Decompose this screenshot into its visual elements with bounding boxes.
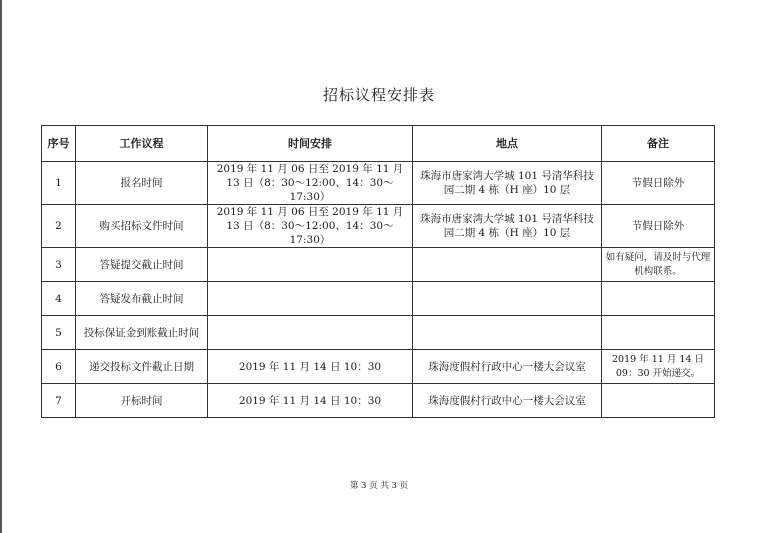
- cell-remark: [602, 316, 715, 350]
- cell-no: 5: [42, 316, 76, 350]
- cell-remark: 如有疑问，请及时与代理机构联系。: [602, 248, 715, 282]
- cell-remark: 节假日除外: [602, 162, 715, 205]
- cell-place: 珠海度假村行政中心一楼大会议室: [413, 350, 602, 384]
- cell-place: 珠海市唐家湾大学城 101 号清华科技园二期 4 栋（H 座）10 层: [413, 205, 602, 248]
- cell-time: [208, 248, 413, 282]
- cell-item: 投标保证金到账截止时间: [76, 316, 208, 350]
- cell-remark: 节假日除外: [602, 205, 715, 248]
- table-row: [42, 205, 715, 248]
- cell-no: 3: [42, 248, 76, 282]
- cell-place: [413, 282, 602, 316]
- cell-remark: [602, 384, 715, 418]
- cell-item: 开标时间: [76, 384, 208, 418]
- cell-no: 4: [42, 282, 76, 316]
- cell-no: 2: [42, 205, 76, 248]
- table-header-row: [42, 126, 715, 162]
- cell-place: [413, 248, 602, 282]
- cell-place: 珠海度假村行政中心一楼大会议室: [413, 384, 602, 418]
- cell-item: 购买招标文件时间: [76, 205, 208, 248]
- cell-time: 2019 年 11 月 06 日至 2019 年 11 月 13 日（8：30～12:00、14：30～17:30）: [208, 162, 413, 205]
- page-title: 招标议程安排表: [322, 86, 435, 104]
- header-remark: 备注: [602, 126, 715, 162]
- header-place: 地点: [413, 126, 602, 162]
- cell-time: 2019 年 11 月 06 日至 2019 年 11 月 13 日（8：30～12:00、14：30～17:30）: [208, 205, 413, 248]
- table-row: [42, 162, 715, 205]
- cell-time: 2019 年 11 月 14 日 10：30: [208, 350, 413, 384]
- header-no: 序号: [42, 126, 76, 162]
- cell-item: 报名时间: [76, 162, 208, 205]
- header-time: 时间安排: [208, 126, 413, 162]
- table-row: [42, 316, 715, 350]
- header-item: 工作议程: [76, 126, 208, 162]
- cell-item: 答疑发布截止时间: [76, 282, 208, 316]
- page-footer: 第 3 页 共 3 页: [349, 481, 409, 491]
- table-row: [42, 384, 715, 418]
- cell-time: [208, 316, 413, 350]
- table-row: [42, 248, 715, 282]
- cell-remark: 2019 年 11 月 14 日 09：30 开始递交。: [602, 350, 715, 384]
- cell-no: 7: [42, 384, 76, 418]
- cell-remark: [602, 282, 715, 316]
- schedule-table: [41, 125, 715, 418]
- cell-time: [208, 282, 413, 316]
- cell-no: 1: [42, 162, 76, 205]
- cell-no: 6: [42, 350, 76, 384]
- cell-place: [413, 316, 602, 350]
- cell-item: 递交投标文件截止日期: [76, 350, 208, 384]
- cell-place: 珠海市唐家湾大学城 101 号清华科技园二期 4 栋（H 座）10 层: [413, 162, 602, 205]
- table-row: [42, 282, 715, 316]
- cell-time: 2019 年 11 月 14 日 10：30: [208, 384, 413, 418]
- cell-item: 答疑提交截止时间: [76, 248, 208, 282]
- table-row: [42, 350, 715, 384]
- page-edge: [0, 0, 2, 533]
